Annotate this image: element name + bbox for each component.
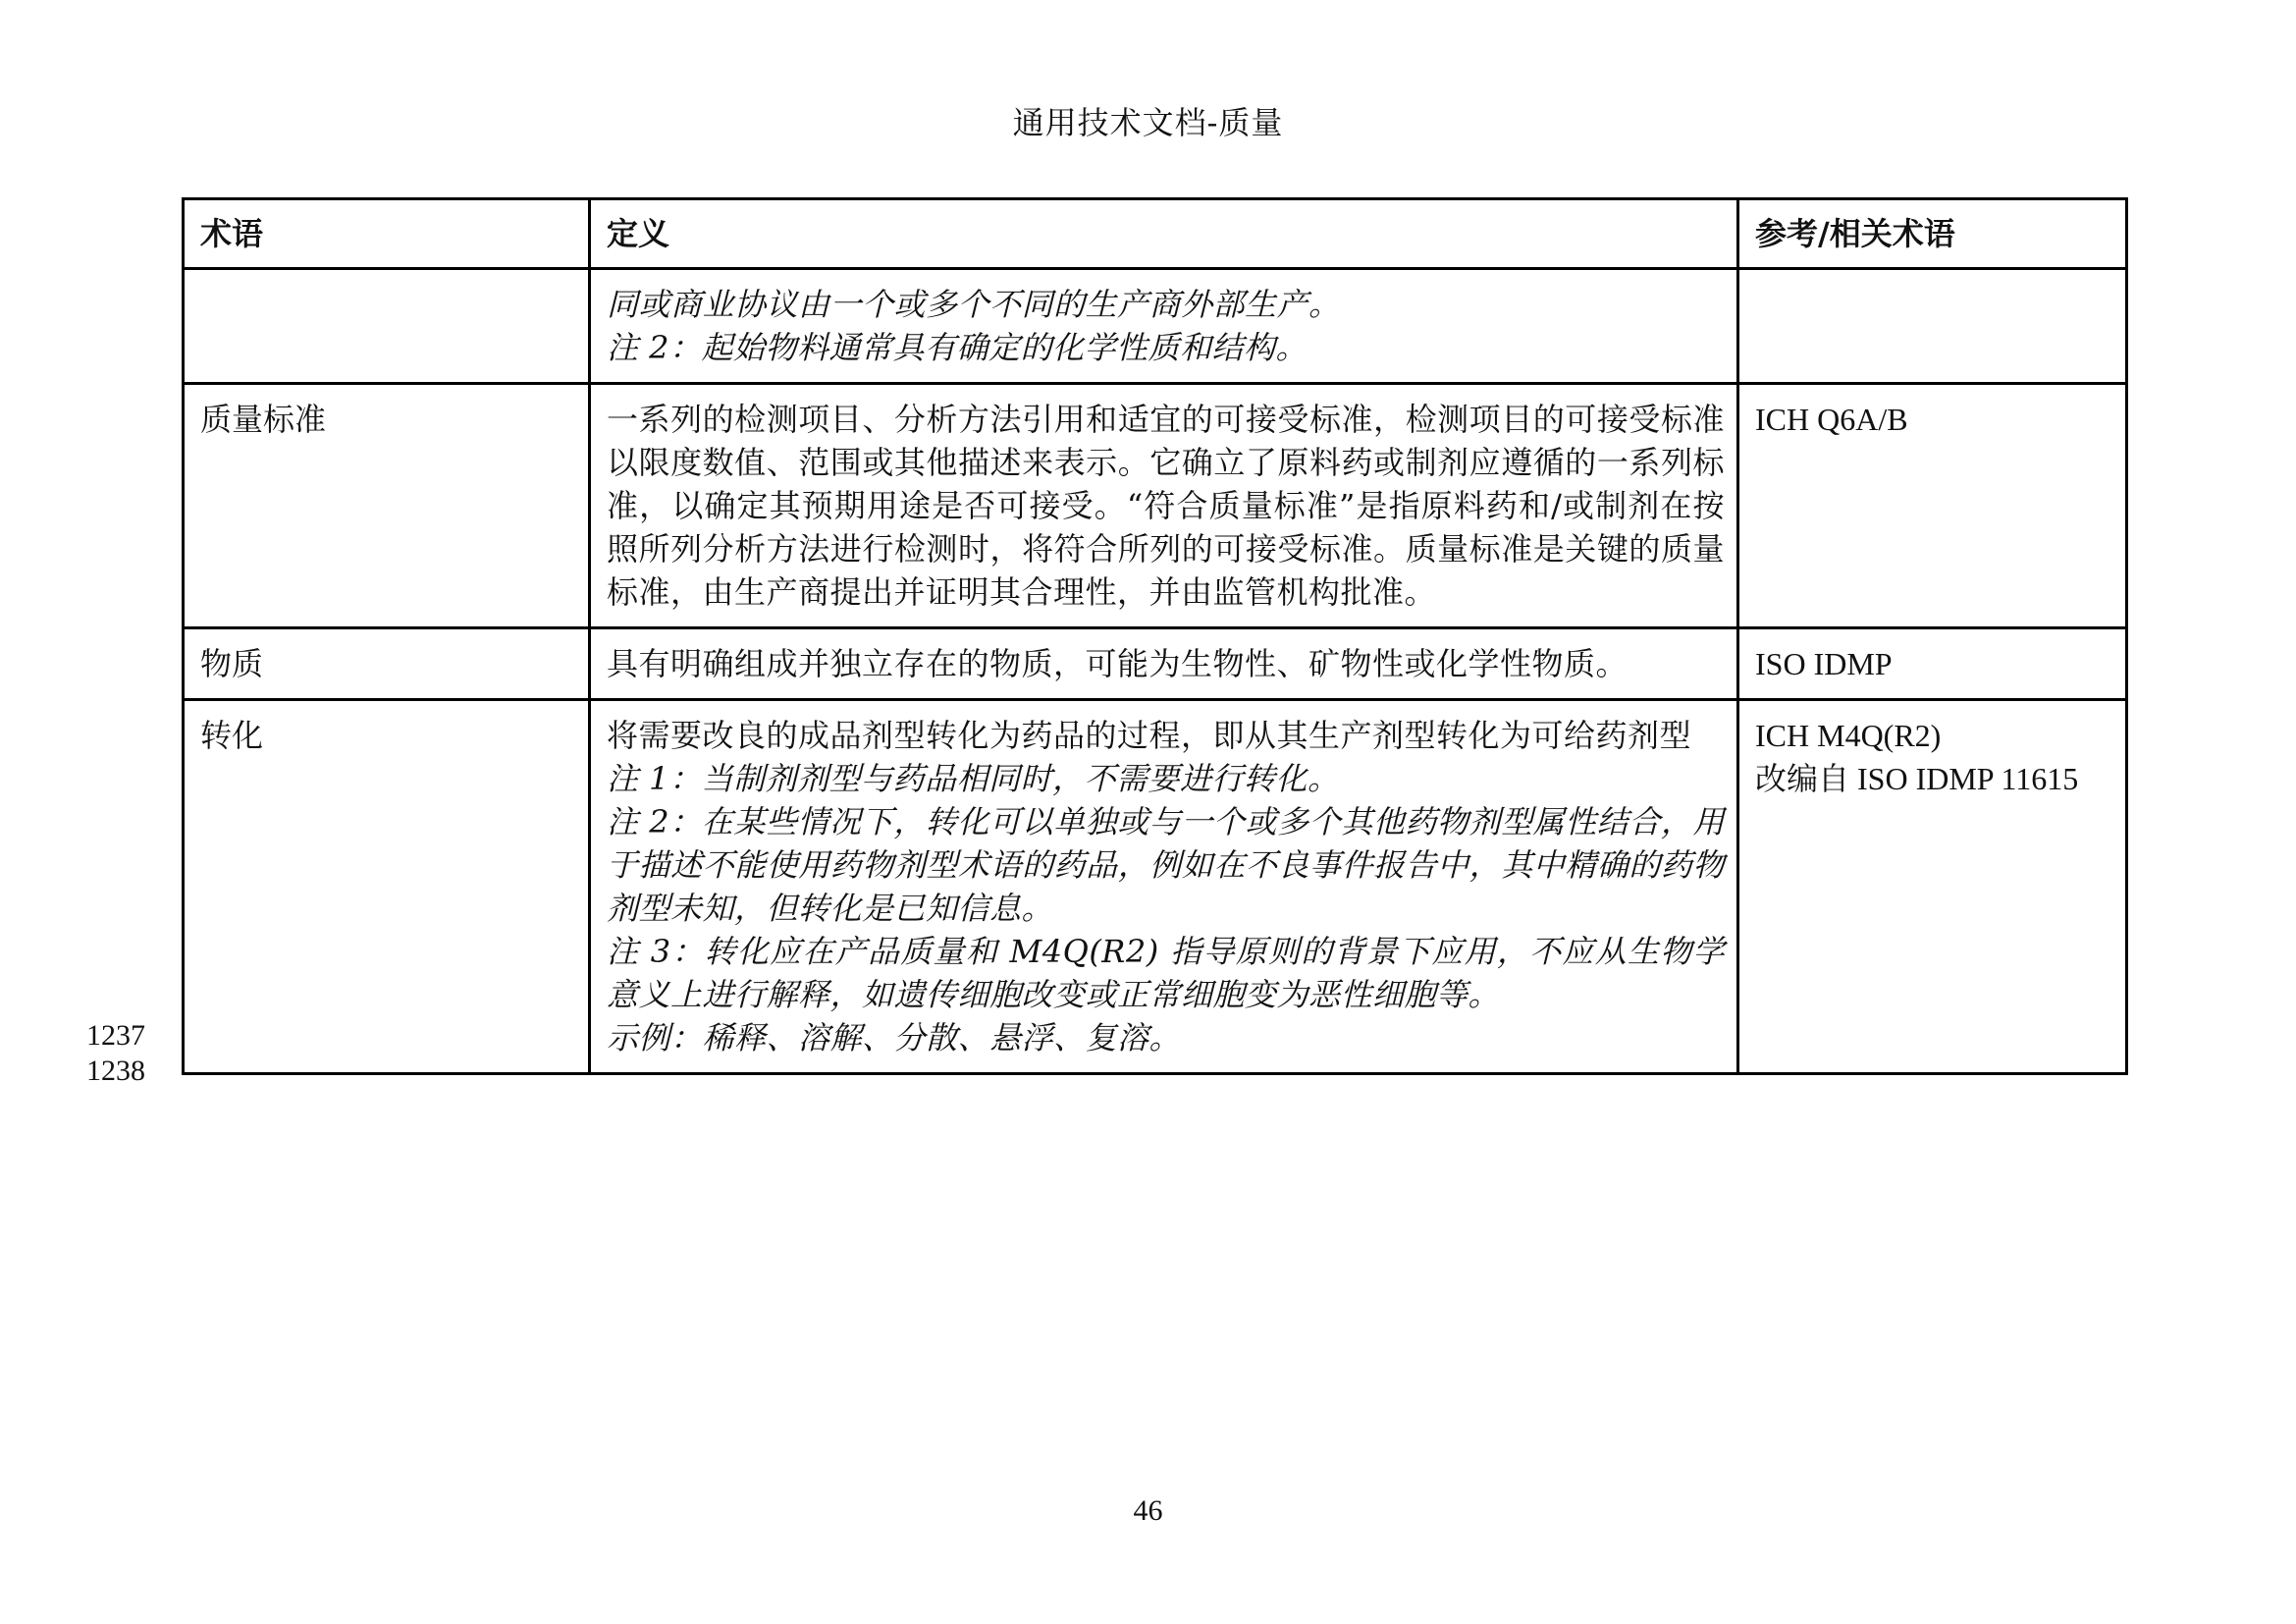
table-row bbox=[184, 384, 2127, 628]
terminology-table bbox=[182, 197, 2128, 1075]
page-header: 通用技术文档-质量 bbox=[1012, 104, 1284, 141]
table-row bbox=[184, 628, 2127, 700]
definition-line: 一系列的检测项目、分析方法引用和适宜的可接受标准，检测项目的可接受标准以限度数值、范围或其他描述来表示。它确立了原料药或制剂应遵循的一系列标准，以确定其预期用途是否可接受。“符合质量标准”是指原料药和/或制剂在按照所列分析方法进行检测时，将符合所列的可接受标准。质量标准是关键的质量标准，由生产商提出并证明其合理性，并由监管机构批准。 bbox=[607, 401, 1725, 611]
term-cell: 质量标准 bbox=[184, 384, 590, 628]
column-header-term: 术语 bbox=[184, 199, 590, 269]
reference-cell bbox=[1738, 384, 2127, 628]
definition-note: 注 3：转化应在产品质量和 M4Q(R2) 指导原则的背景下应用，不应从生物学意义上进行解释，如遗传细胞改变或正常细胞变为恶性细胞等。 bbox=[607, 933, 1725, 1013]
definition-cell bbox=[590, 700, 1738, 1074]
reference-text: 改编自 ISO IDMP 11615 bbox=[1755, 761, 2079, 796]
column-header-references: 参考/相关术语 bbox=[1738, 199, 2127, 269]
page-number: 46 bbox=[1133, 1494, 1163, 1527]
definition-cell bbox=[590, 269, 1738, 384]
definition-line: 同或商业协议由一个或多个不同的生产商外部生产。 bbox=[607, 286, 1341, 323]
table-header-row bbox=[184, 199, 2127, 269]
table-row bbox=[184, 700, 2127, 1074]
column-header-definition: 定义 bbox=[590, 199, 1738, 269]
line-number: 1238 bbox=[86, 1055, 145, 1087]
definition-cell bbox=[590, 628, 1738, 700]
term-cell: 物质 bbox=[184, 628, 590, 700]
line-number: 1237 bbox=[86, 1019, 145, 1052]
definition-line: 具有明确组成并独立存在的物质，可能为生物性、矿物性或化学性物质。 bbox=[607, 645, 1629, 682]
definition-cell bbox=[590, 384, 1738, 628]
reference-cell bbox=[1738, 700, 2127, 1074]
term-cell bbox=[184, 269, 590, 384]
reference-cell bbox=[1738, 269, 2127, 384]
definition-note: 注 1：当制剂剂型与药品相同时，不需要进行转化。 bbox=[607, 760, 1340, 797]
definition-line: 将需要改良的成品剂型转化为药品的过程，即从其生产剂型转化为可给药剂型 bbox=[607, 717, 1692, 754]
reference-text: ICH Q6A/B bbox=[1755, 402, 1908, 437]
definition-note: 注 2：起始物料通常具有确定的化学性质和结构。 bbox=[607, 329, 1308, 366]
reference-cell bbox=[1738, 628, 2127, 700]
table-row bbox=[184, 269, 2127, 384]
definition-note: 注 2：在某些情况下，转化可以单独或与一个或多个其他药物剂型属性结合，用于描述不能使用药物剂型术语的药品，例如在不良事件报告中，其中精确的药物剂型未知，但转化是已知信息。 bbox=[607, 803, 1725, 927]
term-cell: 转化 bbox=[184, 700, 590, 1074]
reference-text: ICH M4Q(R2) bbox=[1755, 718, 1942, 753]
reference-text: ISO IDMP bbox=[1755, 646, 1893, 681]
definition-example: 示例：稀释、溶解、分散、悬浮、复溶。 bbox=[607, 1019, 1182, 1056]
